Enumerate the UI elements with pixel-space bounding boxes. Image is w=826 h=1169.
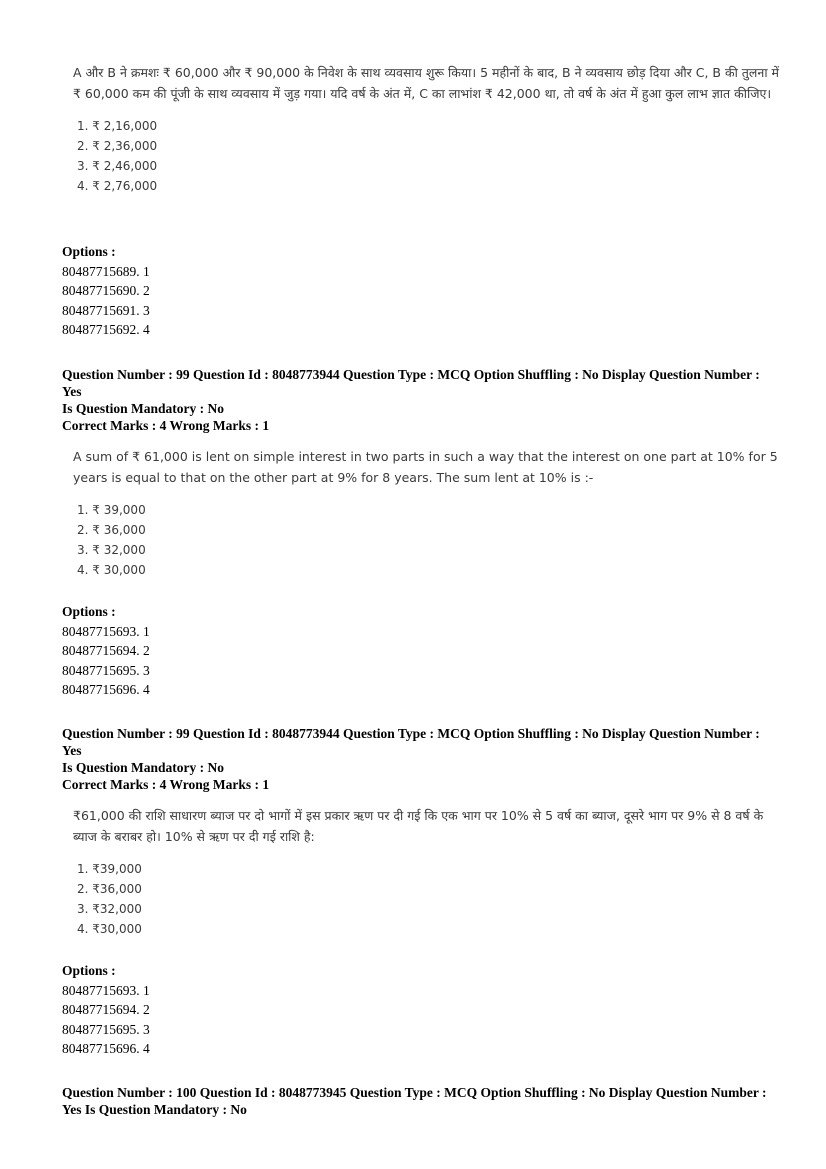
options-header: Options : — [62, 604, 116, 619]
options-header: Options : — [62, 244, 116, 259]
answer-choice: 4. ₹ 2,76,000 — [77, 179, 158, 193]
option-id-row: 80487715691. 3 — [62, 302, 150, 318]
question-image-block — [73, 805, 783, 939]
question-meta-line: Is Question Mandatory : No — [62, 401, 225, 416]
question-meta-line: Is Question Mandatory : No — [62, 760, 225, 775]
answer-choice: 1. ₹ 39,000 — [77, 503, 146, 517]
question-meta — [62, 1084, 774, 1118]
options-section — [62, 961, 150, 1059]
answer-choice-list — [77, 116, 783, 196]
question-meta — [62, 725, 774, 793]
option-id-row: 80487715694. 2 — [62, 643, 150, 658]
answer-choice: 2. ₹ 2,36,000 — [77, 139, 158, 153]
marks-line: Correct Marks : 4 Wrong Marks : 1 — [62, 418, 270, 433]
answer-choice: 1. ₹ 2,16,000 — [77, 119, 158, 133]
option-id-row: 80487715692. 4 — [62, 322, 150, 337]
options-section — [62, 242, 150, 340]
answer-choice: 2. ₹36,000 — [77, 882, 142, 896]
option-id-row: 80487715693. 1 — [62, 982, 150, 998]
question-meta-line: Question Number : 100 Question Id : 8048773945 Question Type : MCQ Option Shuffling : No Display Question Number : — [62, 1085, 767, 1100]
question-meta — [62, 366, 774, 434]
question-text: A और B ने क्रमशः ₹ 60,000 और ₹ 90,000 के निवेश के साथ व्यवसाय शुरू किया। 5 महीनों के बाद, B ने व्यवसाय छोड़ दिया और C, B की तुलना में ₹ 60,000 कम की पूंजी के साथ व्यवसाय में जुड़ गया। यदि वर्ष के अंत में, C का लाभांश ₹ 42,000 था, तो वर्ष के अंत में हुआ कुल लाभ ज्ञात कीजिए। — [73, 65, 780, 101]
option-id-row: 80487715695. 3 — [62, 1021, 150, 1037]
answer-choice: 1. ₹39,000 — [77, 862, 142, 876]
question-text: A sum of ₹ 61,000 is lent on simple interest in two parts in such a way that the interest on one part at 10% for 5 years is equal to that on the other part at 9% for 8 years. The sum lent at 10% is :- — [73, 449, 778, 485]
question-image-block — [73, 446, 783, 580]
option-id-row: 80487715689. 1 — [62, 263, 150, 279]
question-text: ₹61,000 की राशि साधारण ब्याज पर दो भागों में इस प्रकार ऋण पर दी गई कि एक भाग पर 10% से 5 वर्ष का ब्याज, दूसरे भाग पर 9% से 8 वर्ष के ब्याज के बराबर हो। 10% से ऋण पर दी गई राशि है: — [73, 808, 764, 844]
answer-choice: 3. ₹ 32,000 — [77, 543, 146, 557]
marks-line: Correct Marks : 4 Wrong Marks : 1 — [62, 777, 270, 792]
option-id-row: 80487715694. 2 — [62, 1002, 150, 1017]
answer-choice: 3. ₹ 2,46,000 — [77, 159, 158, 173]
answer-choice-list — [77, 859, 783, 939]
option-id-row: 80487715696. 4 — [62, 682, 150, 697]
answer-choice: 3. ₹32,000 — [77, 902, 142, 916]
answer-choice: 2. ₹ 36,000 — [77, 523, 146, 537]
option-id-row: 80487715695. 3 — [62, 662, 150, 678]
question-image-block — [73, 62, 783, 196]
answer-choice: 4. ₹30,000 — [77, 922, 142, 936]
options-header: Options : — [62, 963, 116, 978]
question-meta-line: Question Number : 99 Question Id : 8048773944 Question Type : MCQ Option Shuffling : No Display Question Number : Yes — [62, 726, 760, 758]
answer-choice: 4. ₹ 30,000 — [77, 563, 146, 577]
option-id-row: 80487715693. 1 — [62, 623, 150, 639]
option-id-row: 80487715690. 2 — [62, 283, 150, 298]
answer-choice-list — [77, 500, 783, 580]
question-meta-line: Question Number : 99 Question Id : 8048773944 Question Type : MCQ Option Shuffling : No Display Question Number : Yes — [62, 367, 760, 399]
options-section — [62, 602, 150, 700]
option-id-row: 80487715696. 4 — [62, 1041, 150, 1056]
question-meta-line: Yes Is Question Mandatory : No — [62, 1102, 247, 1117]
